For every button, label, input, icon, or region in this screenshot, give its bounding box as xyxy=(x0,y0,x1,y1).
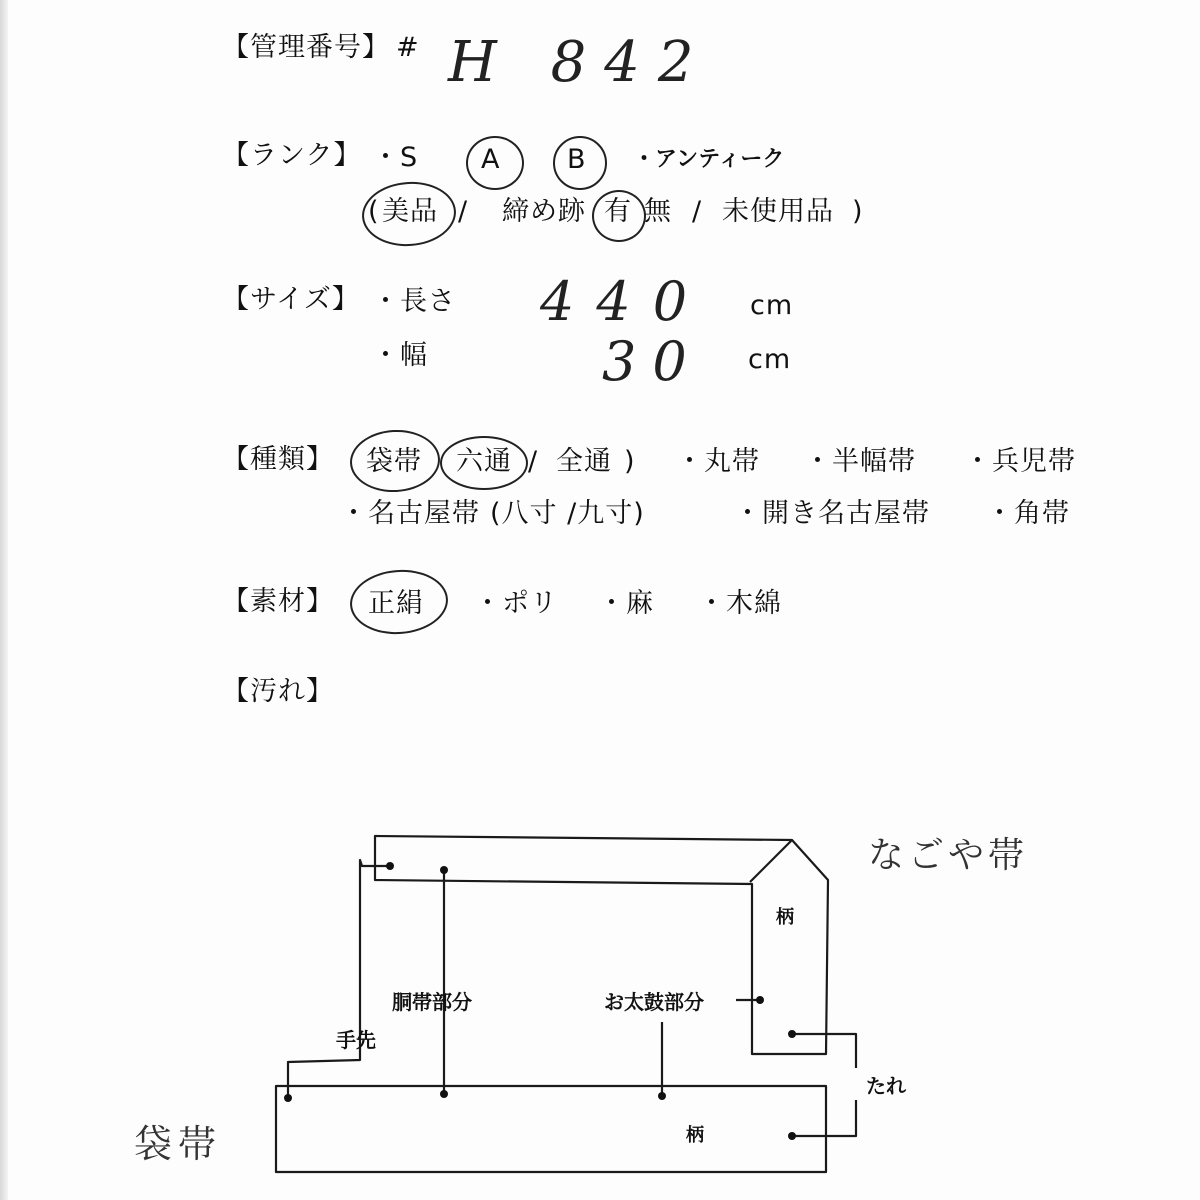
dou-dot-fukuro xyxy=(440,1090,448,1098)
dou-label: 胴帯部分 xyxy=(392,990,472,1014)
rank-separator-2: / xyxy=(692,196,703,227)
rank-beauty: 美品 xyxy=(382,196,438,227)
kind-label: 【種類】 xyxy=(222,444,334,475)
management-number-value: H 842 xyxy=(448,30,712,95)
kind-fukuro: 袋帯 xyxy=(366,446,422,477)
gara-bottom-label: 柄 xyxy=(686,1125,705,1146)
fukuro-obi-outline xyxy=(276,1086,826,1172)
tesaki-label: 手先 xyxy=(336,1028,376,1052)
otaiko-dot-fukuro xyxy=(658,1092,666,1100)
width-label: ・幅 xyxy=(372,340,428,371)
nagoya-fold-line xyxy=(750,840,792,882)
rank-close-paren: ) xyxy=(852,196,864,227)
size-label: 【サイズ】 xyxy=(222,284,360,315)
rank-label: 【ランク】 xyxy=(222,140,362,171)
material-poly: ・ポリ xyxy=(474,588,558,619)
rank-unused: 未使用品 xyxy=(722,196,834,227)
kind-nagoya: ・名古屋帯 xyxy=(340,498,480,529)
kind-hanhaba: ・半幅帯 xyxy=(804,446,916,477)
rank-shime: 締め跡 xyxy=(502,196,586,227)
rank-a: A xyxy=(481,144,501,175)
rank-yu: 有 xyxy=(604,196,632,227)
material-label: 【素材】 xyxy=(222,586,334,617)
rank-b: B xyxy=(567,144,587,175)
tesaki-dot-nagoya xyxy=(386,862,394,870)
kind-rokutsu: 六通 xyxy=(456,446,512,477)
tesaki-leader xyxy=(288,860,390,1096)
rank-s: ・S xyxy=(372,142,419,173)
tare-label: たれ xyxy=(866,1074,906,1098)
tare-dot-nagoya xyxy=(788,1030,796,1038)
hash-sign: # xyxy=(396,32,420,63)
fukuro-title: 袋帯 xyxy=(134,1122,223,1166)
length-unit: cm xyxy=(750,290,794,321)
stain-label: 【汚れ】 xyxy=(222,676,334,707)
rank-open-paren: ( xyxy=(368,196,380,227)
tesaki-dot-fukuro xyxy=(284,1094,292,1102)
width-value: 30 xyxy=(602,330,703,393)
length-value: 440 xyxy=(540,270,710,333)
otaiko-dot-nagoya xyxy=(756,996,764,1004)
kind-zentsu: 全通 xyxy=(556,446,612,477)
length-label: ・長さ xyxy=(372,286,456,317)
width-unit: cm xyxy=(748,344,792,375)
material-asa: ・麻 xyxy=(598,588,654,619)
kind-nagoya-detail: (八寸 /九寸) xyxy=(490,498,645,529)
tare-leader-bottom xyxy=(792,1100,856,1136)
kind-kaku: ・角帯 xyxy=(986,498,1070,529)
tare-dot-fukuro xyxy=(788,1132,796,1140)
nagoya-title: なごや帯 xyxy=(868,835,1029,876)
kind-slash: / xyxy=(528,446,539,477)
rank-separator-1: / xyxy=(458,196,469,227)
gara-top-label: 柄 xyxy=(776,907,795,928)
material-momen: ・木綿 xyxy=(698,588,782,619)
material-shoken: 正絹 xyxy=(368,588,424,619)
kind-heko: ・兵児帯 xyxy=(964,446,1076,477)
otaiko-label: お太鼓部分 xyxy=(604,990,704,1014)
dou-dot-nagoya xyxy=(440,866,448,874)
kind-maru: ・丸帯 xyxy=(676,446,760,477)
rank-antique: ・アンティーク xyxy=(633,147,785,172)
management-number-label: 【管理番号】 xyxy=(222,32,390,63)
tare-leader-top xyxy=(792,1034,856,1068)
kind-close-paren: ) xyxy=(624,446,636,477)
kind-hiraki: ・開き名古屋帯 xyxy=(734,498,930,529)
rank-mu: 無 xyxy=(644,196,672,227)
